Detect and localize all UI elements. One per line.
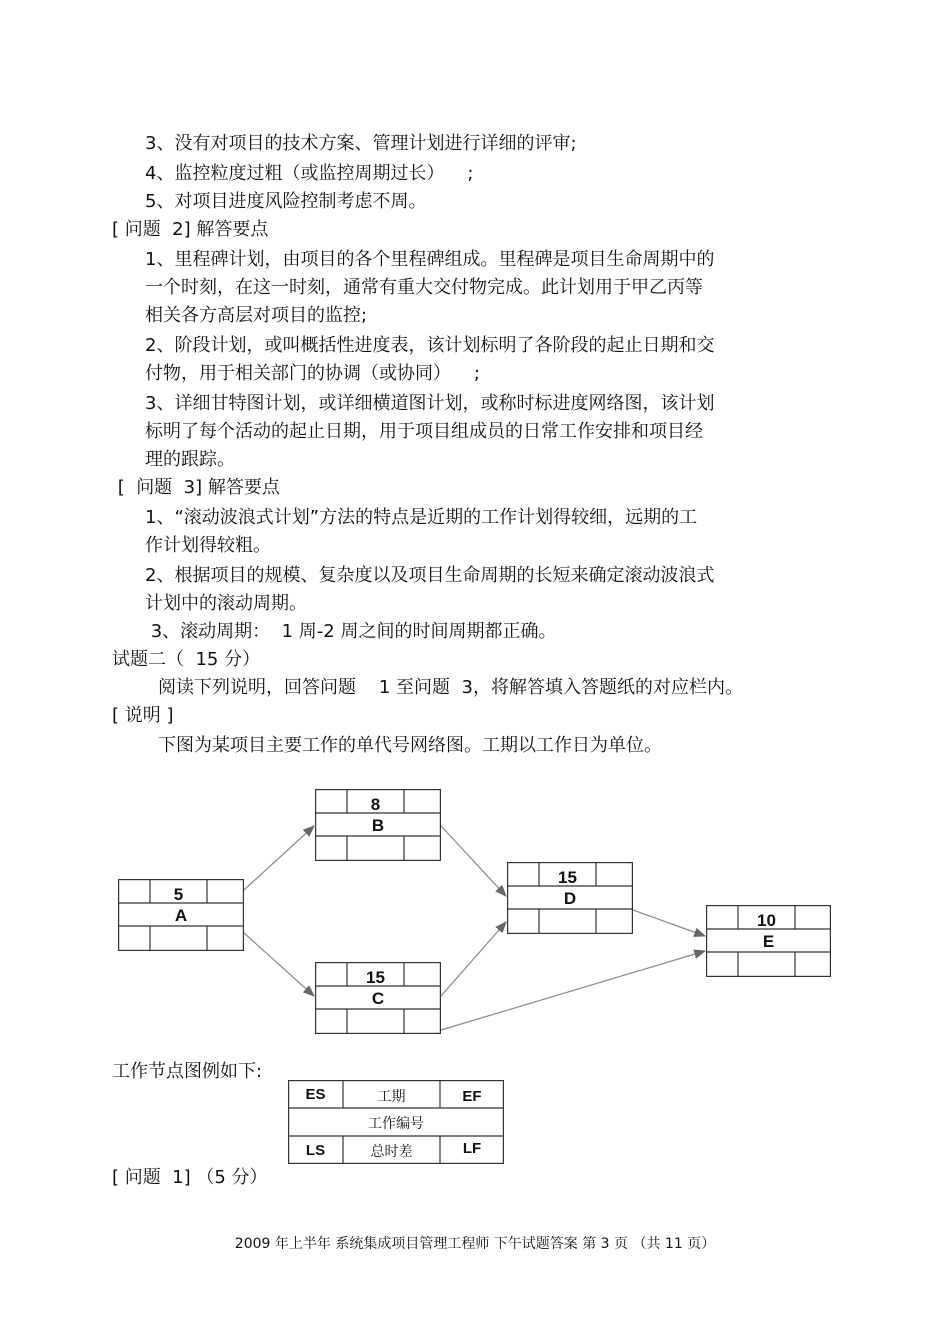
legend-total-float: 总时差 bbox=[370, 1144, 413, 1160]
text-line: 3、详细甘特图计划，或详细横道图计划，或称时标进度网络图，该计划 bbox=[145, 393, 715, 414]
node-legend bbox=[288, 1080, 504, 1164]
section-heading: [ 问题 2] 解答要点 bbox=[112, 219, 269, 240]
edge-c-d bbox=[441, 922, 506, 996]
section-heading: [ 说明 ] bbox=[112, 705, 174, 726]
node-b bbox=[315, 789, 441, 861]
text-line: 理的跟踪。 bbox=[145, 449, 235, 470]
text-line: 5、对项目进度风险控制考虑不周。 bbox=[145, 191, 427, 212]
text-line: 付物，用于相关部门的协调（或协同） ; bbox=[145, 363, 480, 384]
legend-duration: 工期 bbox=[377, 1089, 406, 1105]
edge-d-e bbox=[633, 910, 705, 936]
text-line: 作计划得较粗。 bbox=[145, 535, 271, 556]
legend-ef: EF bbox=[462, 1088, 482, 1105]
node-duration: 8 bbox=[370, 795, 381, 814]
node-c bbox=[315, 962, 441, 1034]
node-duration: 15 bbox=[558, 868, 577, 887]
node-id: B bbox=[371, 816, 385, 835]
text-line: 2、阶段计划，或叫概括性进度表，该计划标明了各阶段的起止日期和交 bbox=[145, 335, 715, 356]
section-heading: [ 问题 1] （5 分） bbox=[112, 1167, 268, 1188]
node-e bbox=[706, 905, 831, 977]
section-heading: [ 问题 3] 解答要点 bbox=[112, 477, 280, 498]
node-duration: 5 bbox=[173, 885, 184, 904]
text-line: 1、里程碑计划，由项目的各个里程碑组成。里程碑是项目生命周期中的 bbox=[145, 249, 715, 270]
question-title: 试题二（ 15 分） bbox=[112, 649, 261, 670]
legend-es: ES bbox=[305, 1086, 326, 1103]
legend-ls: LS bbox=[305, 1142, 326, 1159]
node-duration: 15 bbox=[366, 968, 385, 987]
page-footer: 2009 年上半年 系统集成项目管理工程师 下午试题答案 第 3 页 （共 11 页） bbox=[234, 1236, 716, 1252]
node-id: A bbox=[174, 906, 188, 925]
text-line: 相关各方高层对项目的监控; bbox=[145, 305, 368, 326]
node-a bbox=[118, 879, 244, 951]
text-line: 计划中的滚动周期。 bbox=[145, 593, 307, 614]
node-duration: 10 bbox=[757, 911, 776, 930]
text-line: 下图为某项目主要工作的单代号网络图。工期以工作日为单位。 bbox=[158, 735, 662, 756]
node-id: E bbox=[762, 932, 775, 951]
text-line: 阅读下列说明，回答问题 1 至问题 3，将解答填入答题纸的对应栏内。 bbox=[158, 677, 743, 698]
legend-caption: 工作节点图例如下: bbox=[112, 1061, 263, 1082]
edge-c-e bbox=[441, 951, 705, 1030]
edge-a-b bbox=[244, 826, 314, 890]
text-line: 一个时刻，在这一时刻，通常有重大交付物完成。此计划用于甲乙丙等 bbox=[145, 277, 703, 298]
text-line: 3、滚动周期： 1 周-2 周之间的时间周期都正确。 bbox=[145, 621, 557, 642]
edge-a-c bbox=[244, 933, 314, 996]
text-line: 4、监控粒度过粗（或监控周期过长） ; bbox=[145, 163, 474, 184]
legend-lf: LF bbox=[462, 1140, 482, 1157]
text-line: 2、根据项目的规模、复杂度以及项目生命周期的长短来确定滚动波浪式 bbox=[145, 565, 715, 586]
node-id: D bbox=[563, 889, 577, 908]
network-diagram bbox=[0, 770, 950, 1050]
text-line: 标明了每个活动的起止日期，用于项目组成员的日常工作安排和项目经 bbox=[145, 421, 703, 442]
text-line: 1、“滚动波浪式计划”方法的特点是近期的工作计划得较细，远期的工 bbox=[145, 507, 698, 528]
legend-task-id: 工作编号 bbox=[368, 1116, 424, 1132]
text-line: 3、没有对项目的技术方案、管理计划进行详细的评审; bbox=[145, 133, 577, 154]
edge-b-d bbox=[441, 826, 506, 896]
node-d bbox=[507, 862, 633, 934]
node-id: C bbox=[371, 989, 385, 1008]
